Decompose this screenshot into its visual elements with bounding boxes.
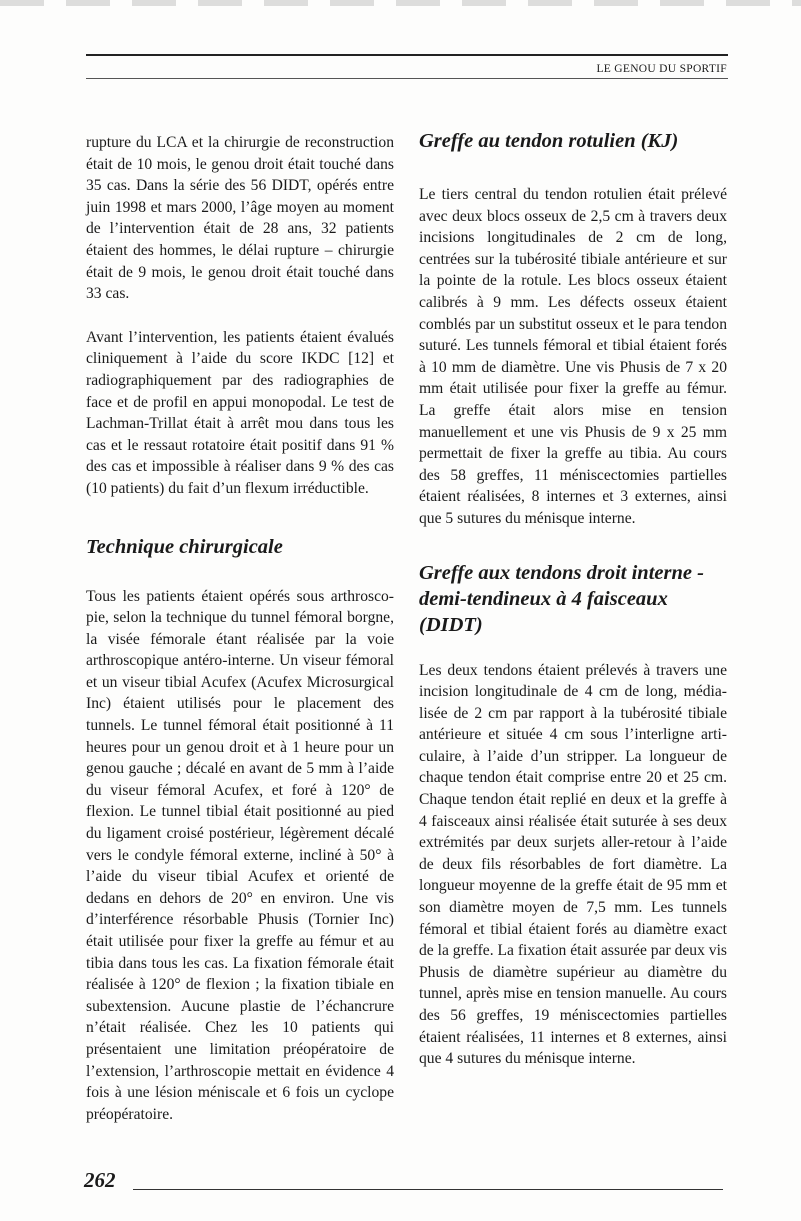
paragraph: rupture du LCA et la chirurgie de reconstruction était de 10 mois, le genou droit était touché dans 35 cas. Dans la série des 56 DIDT, opérés entre juin 1998 et mars 2000, l’âge moyen au moment de l’intervention était de 28 ans, 32 patients étaient des hommes, le délai rupture – chirurgie était de 9 mois, le genou droit était touché dans 33 cas. <box>86 134 394 303</box>
paragraph: Avant l’intervention, les patients étaient évalués cliniquement à l’aide du score IKDC [12] et radiographiquement par des radiographies de face et de profil en appui monopodal. Le test de Lachman-Trillat était à arrêt mou dans tous les cas et le ressaut rotatoire était positif dans 91 % des cas et impossible à réaliser dans 9 % des cas (10 patients) du fait d’un flexum irréductible. <box>86 328 394 497</box>
paragraph: Tous les patients étaient opérés sous arthroscopie, selon la technique du tunnel fémoral borgne, la visée fémorale étant réalisée par la voie arthroscopique antéro-interne. Un viseur fémoral et un viseur tibial Acufex (Acufex Microsurgical Inc) étaient utilisés pour le placement des tunnels. Le tunnel fémoral était positionné à 11 heures pour un genou droit et à 1 heure pour un genou gauche ; décalé en avant de 5 mm à l’aide du viseur fémoral Acufex, et foré à 120° de flexion. Le tunnel tibial était positionné au pied du ligament croisé postérieur, légèrement décalé vers le condyle fémoral externe, incliné à 50° à l’aide du viseur tibial Acufex et orienté de dedans en dehors de 20° en environ. Une vis d’interférence résorbable Phusis (Tornier Inc) était utilisée pour fixer la greffe au fémur et au tibia dans tous les cas. La fixation fémorale était réalisée à 120° de flexion ; la fixation tibiale en subextension. Aucune plastie de l’échancrure n’était réalisée. Chez les 10 patients qui présentaient une limitation préopératoire de l’extension, l’arthroscopie mettait en évidence 4 fois à une lésion méniscale et 6 fois un cyclope préopératoire. <box>86 587 394 1123</box>
header-rule-top <box>86 54 728 56</box>
paragraph: Le tiers central du tendon rotulien était prélevé avec deux blocs osseux de 2,5 cm à travers deux incisions longitudinales de 2 cm de long, centrées sur la tubérosité tibiale antérieure et sur la pointe de la rotule. Les blocs osseux étaient calibrés à 9 mm. Les défects osseux étaient comblés par un substitut osseux et le para tendon suturé. Les tunnels fémoral et tibial étaient forés à 10 mm de diamètre. Une vis Phusis de 7 x 20 mm était utilisée pour fixer la greffe au fémur. La greffe était alors mise en tension manuellement et une vis Phusis de 9 x 25 mm permettait de fixer la greffe au tibia. Au cours des 58 greffes, 11 méniscectomies partielles étaient réalisées, 8 internes et 3 externes, ainsi que 5 sutures du ménisque interne. <box>419 186 727 527</box>
page-number: 262 <box>84 1168 116 1192</box>
left-column <box>86 132 394 1125</box>
scan-border-artifact <box>0 0 801 6</box>
section-heading: Greffe aux tendons droit interne - demi-tendineux à 4 faisceaux (DIDT) <box>419 561 704 636</box>
right-column <box>419 128 727 1070</box>
paragraph: Les deux tendons étaient prélevés à travers une incision longitudinale de 4 cm de long, médialisée de 2 cm par rapport à la tubérosité tibiale antérieure et située 4 cm sous l’interligne articulaire, à l’aide d’un stripper. La longueur de chaque tendon était comprise entre 20 et 25 cm. Chaque tendon était replié en deux et la greffe à 4 faisceaux ainsi réalisée était suturée à ses deux extrémités par deux surjets aller-retour à l’aide de deux fils résorbables de fort diamètre. La longueur moyenne de la greffe était de 95 mm et son diamètre moyen de 7,5 mm. Les tunnels fémoral et tibial étaient forés au diamètre exact de la greffe. La fixation était assurée par deux vis Phusis de diamètre supérieur au diamètre du tunnel, après mise en tension manuelle. Au cours des 56 greffes, 19 méniscectomies partielles étaient réalisées, 11 internes et 8 externes, ainsi que 4 sutures du ménisque interne. <box>419 661 727 1068</box>
section-heading: Technique chirurgicale <box>86 535 283 558</box>
running-head: LE GENOU DU SPORTIF <box>596 63 727 75</box>
footer-rule <box>133 1189 723 1190</box>
header-rule-bottom <box>86 78 728 79</box>
section-heading: Greffe au tendon rotulien (KJ) <box>419 130 679 152</box>
